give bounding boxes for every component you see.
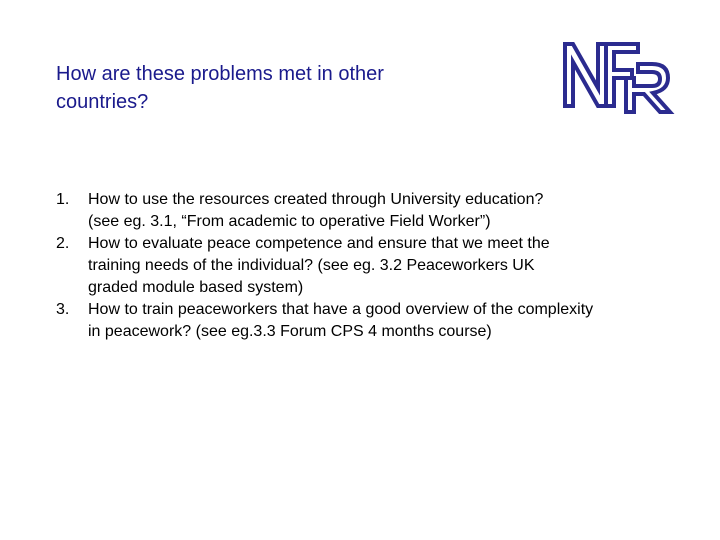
slide-title-line-1: How are these problems met in other <box>56 63 384 85</box>
list-item-line: How to train peaceworkers that have a good overview of the complexity <box>88 301 594 318</box>
problem-list <box>56 189 676 343</box>
list-item <box>56 299 676 343</box>
list-item <box>56 233 676 299</box>
slide-title <box>56 60 516 116</box>
list-item-line: training needs of the individual? (see eg. 3.2 Peaceworkers UK <box>88 257 535 274</box>
list-item-line: How to evaluate peace competence and ensure that we meet the <box>88 235 550 252</box>
list-item-line: How to use the resources created through University education? <box>88 191 544 208</box>
list-item-line: in peacework? (see eg.3.3 Forum CPS 4 months course) <box>88 323 492 340</box>
list-item-number: 3. <box>56 301 70 318</box>
list-item-line: (see eg. 3.1, “From academic to operative Field Worker”) <box>88 213 491 230</box>
slide-title-line-2: countries? <box>56 91 149 113</box>
list-item-number: 1. <box>56 191 70 208</box>
list-item-number: 2. <box>56 235 70 252</box>
list-item-line: graded module based system) <box>88 279 304 296</box>
nfr-logo <box>560 36 680 116</box>
list-item <box>56 189 676 233</box>
